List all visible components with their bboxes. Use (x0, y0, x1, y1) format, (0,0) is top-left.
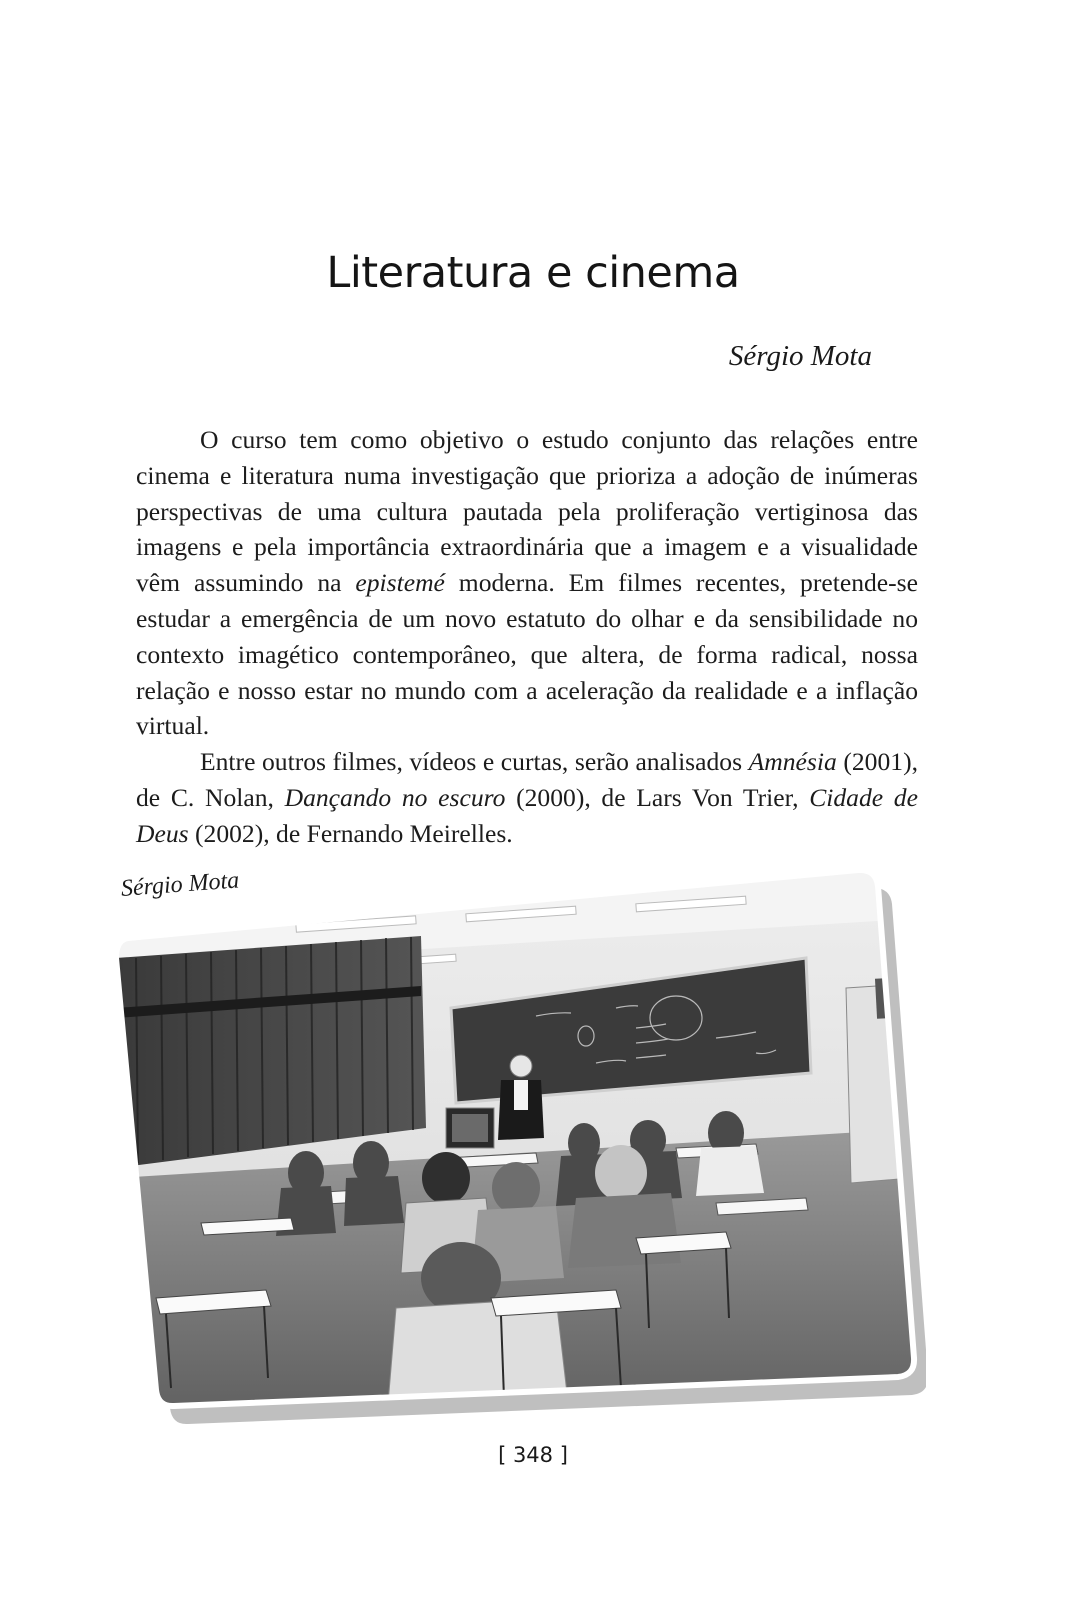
film-info-dancando: (2000), de Lars Von Trier, (505, 782, 810, 812)
classroom-photo (116, 858, 926, 1428)
page-title: Literatura e cinema (326, 248, 740, 298)
author-name: Sérgio Mota (728, 340, 872, 372)
page-number: [ 348 ] (498, 1443, 568, 1467)
classroom-photo-image (116, 858, 926, 1428)
body-text (136, 422, 918, 852)
photo-credit: Sérgio Mota (120, 867, 241, 903)
film-title-cidade-de-deus: Cidade de Deus (136, 782, 918, 848)
term-episteme: epistemé (355, 568, 445, 598)
paragraph-1 (136, 422, 918, 744)
film-info-amnesia: (2001), de C. Nolan, (136, 747, 918, 812)
paragraph-1-text: O curso tem como objetivo o estudo conjunto das relações entre cinema e literatura numa investigação que prioriza a adoção de inúmeras perspectivas de uma cultura pautada pela proliferação vertiginosa das imagens e pela importância extraordinária que a imagem e a visualidade vêm assumindo na (136, 425, 918, 598)
paragraph-2-intro: Entre outros filmes, vídeos e curtas, serão analisados (200, 747, 749, 777)
film-title-dancando: Dançando no escuro (284, 782, 506, 812)
paragraph-1-text-end: moderna. Em filmes recentes, pretende-se estudar a emergência de um novo estatuto do olhar e da sensibilidade no contexto imagético contemporâneo, que altera, de forma radical, nossa relação e nosso estar no mundo com a aceleração da realidade e a inflação virtual. (136, 568, 918, 741)
film-title-amnesia: Amnésia (748, 747, 837, 777)
film-info-cidade-de-deus: (2002), de Fernando Meirelles. (188, 818, 513, 848)
paragraph-2 (136, 744, 918, 851)
